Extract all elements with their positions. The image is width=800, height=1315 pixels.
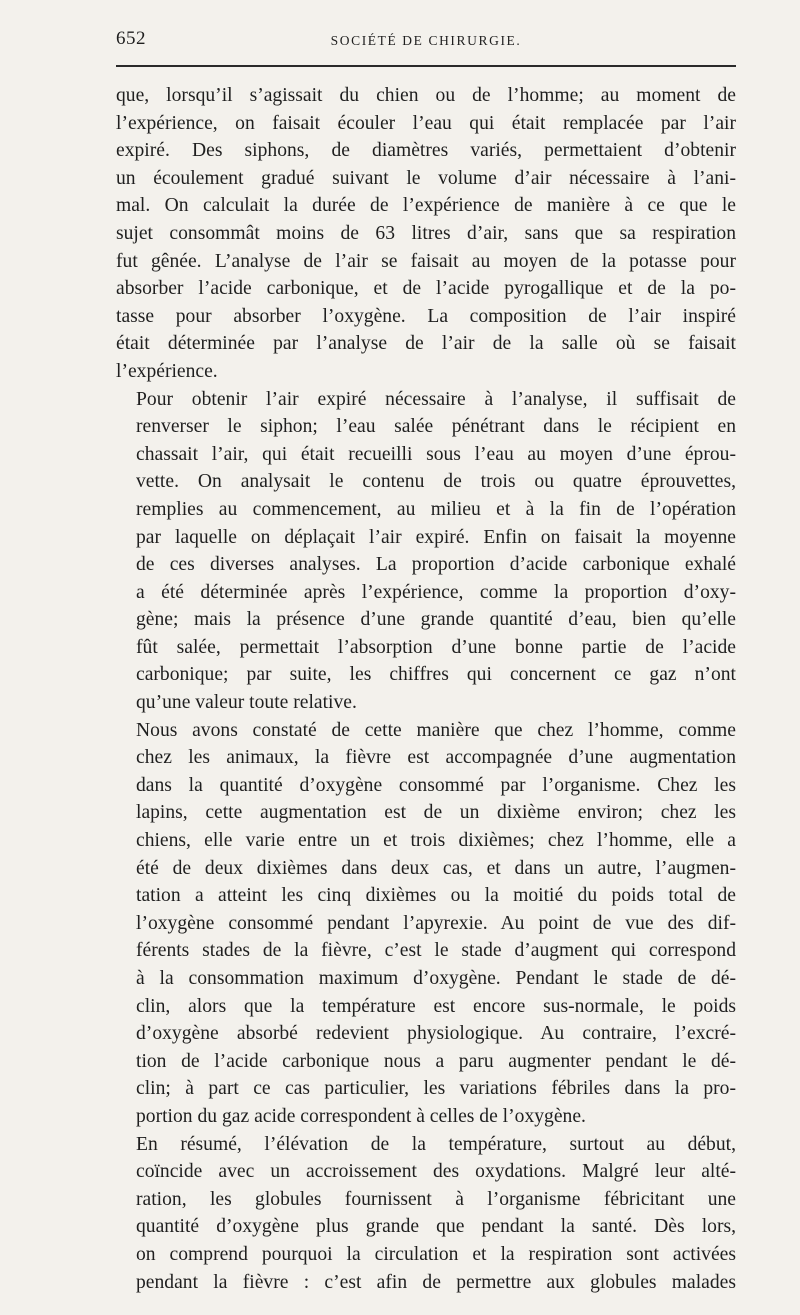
text-line: été de deux dixièmes dans deux cas, et dans un autre, l’augmen- bbox=[136, 857, 736, 879]
text-line: chiens, elle varie entre un et trois dixièmes; chez l’homme, elle a bbox=[136, 830, 736, 852]
text-line: coïncide avec un accroissement des oxydations. Malgré leur alté- bbox=[136, 1161, 736, 1183]
text-line: fût salée, permettait l’absorption d’une bonne partie de l’acide bbox=[136, 636, 736, 658]
text-line: portion du gaz acide correspondent à celles de l’oxygène. bbox=[136, 1105, 586, 1127]
text-line: férents stades de la fièvre, c’est le stade d’augment qui correspond bbox=[136, 940, 736, 962]
paragraph bbox=[116, 717, 736, 1131]
text-line: l’expérience, on faisait écouler l’eau qui était remplacée par l’air bbox=[116, 112, 736, 134]
running-head bbox=[116, 28, 736, 54]
paragraph bbox=[116, 1131, 736, 1297]
text-line: pendant la fièvre : c’est afin de permettre aux globules malades bbox=[136, 1271, 736, 1293]
text-line: clin; à part ce cas particulier, les variations fébriles dans la pro- bbox=[136, 1078, 736, 1100]
text-line: expiré. Des siphons, de diamètres variés, permettaient d’obtenir bbox=[116, 140, 736, 162]
text-line: tion de l’acide carbonique nous a paru augmenter pendant le dé- bbox=[136, 1050, 736, 1072]
header-rule bbox=[116, 65, 736, 67]
paragraph bbox=[116, 386, 736, 717]
text-line: était déterminée par l’analyse de l’air de la salle où se faisait bbox=[116, 333, 736, 355]
text-line: de ces diverses analyses. La proportion d’acide carbonique exhalé bbox=[136, 554, 736, 576]
text-line: remplies au commencement, au milieu et à la fin de l’opération bbox=[136, 498, 736, 520]
text-line: gène; mais la présence d’une grande quantité d’eau, bien qu’elle bbox=[136, 609, 736, 631]
text-line: tation a atteint les cinq dixièmes ou la moitié du poids total de bbox=[136, 885, 736, 907]
body-text bbox=[116, 82, 736, 1296]
text-line: fut gênée. L’analyse de l’air se faisait au moyen de la potasse pour bbox=[116, 250, 736, 272]
text-line: absorber l’acide carbonique, et de l’acide pyrogallique et de la po- bbox=[116, 278, 736, 300]
text-line: l’expérience. bbox=[116, 360, 218, 382]
text-line: En résumé, l’élévation de la température, surtout au début, bbox=[136, 1133, 736, 1155]
text-line: Nous avons constaté de cette manière que chez l’homme, comme bbox=[136, 719, 736, 741]
text-line: vette. On analysait le contenu de trois ou quatre éprouvettes, bbox=[136, 471, 736, 493]
text-line: à la consommation maximum d’oxygène. Pendant le stade de dé- bbox=[136, 968, 736, 989]
text-line: quantité d’oxygène plus grande que pendant la santé. Dès lors, bbox=[136, 1216, 736, 1238]
text-line: chez les animaux, la fièvre est accompagnée d’une augmentation bbox=[136, 747, 736, 769]
text-line: dans la quantité d’oxygène consommé par l’organisme. Chez les bbox=[136, 774, 736, 796]
text-line: ration, les globules fournissent à l’organisme fébricitant une bbox=[136, 1188, 736, 1210]
text-line: on comprend pourquoi la circulation et la respiration sont activées bbox=[136, 1243, 736, 1265]
text-line: clin, alors que la température est encore sus-normale, le poids bbox=[136, 995, 736, 1017]
text-line: que, lorsqu’il s’agissait du chien ou de l’homme; au moment de bbox=[116, 85, 736, 106]
running-title: SOCIÉTÉ DE CHIRURGIE. bbox=[330, 33, 522, 48]
text-line: Pour obtenir l’air expiré nécessaire à l’analyse, il suffisait de bbox=[136, 388, 736, 410]
paragraph bbox=[116, 82, 736, 386]
text-line: qu’une valeur toute relative. bbox=[136, 692, 357, 714]
text-line: d’oxygène absorbé redevient physiologique. Au contraire, l’excré- bbox=[136, 1023, 736, 1045]
text-line: lapins, cette augmentation est de un dixième environ; chez les bbox=[136, 802, 736, 824]
text-line: par laquelle on déplaçait l’air expiré. Enfin on faisait la moyenne bbox=[136, 526, 736, 548]
text-line: un écoulement gradué suivant le volume d’air nécessaire à l’ani- bbox=[116, 167, 736, 189]
text-line: l’oxygène consommé pendant l’apyrexie. Au point de vue des dif- bbox=[136, 912, 736, 934]
text-line: carbonique; par suite, les chiffres qui concernent ce gaz n’ont bbox=[136, 664, 736, 686]
text-line: a été déterminée après l’expérience, comme la proportion d’oxy- bbox=[136, 581, 736, 603]
page-number: 652 bbox=[116, 28, 146, 49]
text-line: sujet consommât moins de 63 litres d’air, sans que sa respiration bbox=[116, 222, 736, 244]
text-line: mal. On calculait la durée de l’expérience de manière à ce que le bbox=[116, 195, 736, 217]
text-line: chassait l’air, qui était recueilli sous l’eau au moyen d’une éprou- bbox=[136, 443, 736, 465]
text-line: tasse pour absorber l’oxygène. La composition de l’air inspiré bbox=[116, 305, 736, 327]
text-line: renverser le siphon; l’eau salée pénétrant dans le récipient en bbox=[136, 416, 736, 438]
